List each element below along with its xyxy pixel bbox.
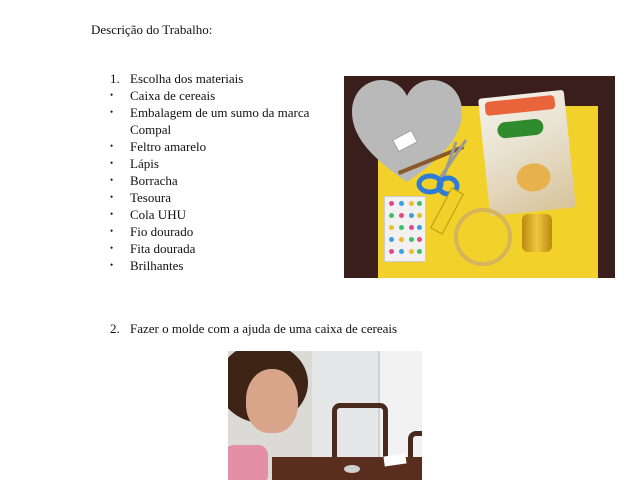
list-item (110, 189, 330, 206)
carton-top (484, 95, 555, 116)
gold-ribbon (454, 208, 512, 266)
materials-photo (344, 76, 615, 278)
list-item (110, 240, 330, 257)
step-title: Fazer o molde com a ajuda de uma caixa de cereais (130, 321, 398, 336)
list-item (110, 155, 330, 172)
list-item-text: Feltro amarelo (130, 139, 207, 154)
list-item-text: Fio dourado (130, 224, 194, 239)
carton-fruit (515, 162, 552, 193)
mold-making-photo (228, 351, 422, 480)
list-item-text: Tesoura (130, 190, 171, 205)
list-item-text: Compal (130, 122, 172, 137)
list-item-text: Brilhantes (130, 258, 184, 273)
list-item-text: Cola UHU (130, 207, 186, 222)
list-item-text: Embalagem de um sumo da marca (130, 105, 310, 120)
bullet-icon: • (110, 260, 114, 270)
gold-thread-spool (522, 214, 552, 252)
indent (110, 121, 130, 138)
scissors-icon (416, 138, 472, 198)
glitter-stickers (384, 196, 426, 262)
step-number: 2. (110, 321, 120, 336)
bullet-icon: • (110, 175, 114, 185)
bullet-icon: • (110, 107, 114, 117)
materials-list (110, 70, 330, 274)
list-item (110, 138, 330, 155)
step-2 (110, 321, 397, 337)
step-title: Escolha dos materiais (130, 71, 244, 86)
carton-logo (497, 118, 544, 139)
bullet-icon: • (110, 90, 114, 100)
list-item (110, 104, 330, 121)
page-heading: Descrição do Trabalho: (91, 22, 213, 37)
bullet-icon: • (110, 226, 114, 236)
tape-roll (344, 465, 360, 473)
list-item (110, 87, 330, 104)
step-1 (110, 70, 330, 87)
list-item-text: Caixa de cereais (130, 88, 216, 103)
list-item-continuation (110, 121, 330, 138)
bullet-icon: • (110, 141, 114, 151)
shirt (228, 445, 268, 480)
list-item (110, 172, 330, 189)
bullet-icon: • (110, 192, 114, 202)
step-number: 1. (110, 71, 120, 86)
bullet-icon: • (110, 209, 114, 219)
list-item-text: Borracha (130, 173, 178, 188)
bullet-icon: • (110, 158, 114, 168)
list-item-text: Lápis (130, 156, 159, 171)
list-item (110, 206, 330, 223)
bullet-icon: • (110, 243, 114, 253)
face (246, 369, 298, 433)
list-item (110, 257, 330, 274)
list-item-text: Fita dourada (130, 241, 196, 256)
juice-carton (478, 90, 576, 216)
list-item (110, 223, 330, 240)
